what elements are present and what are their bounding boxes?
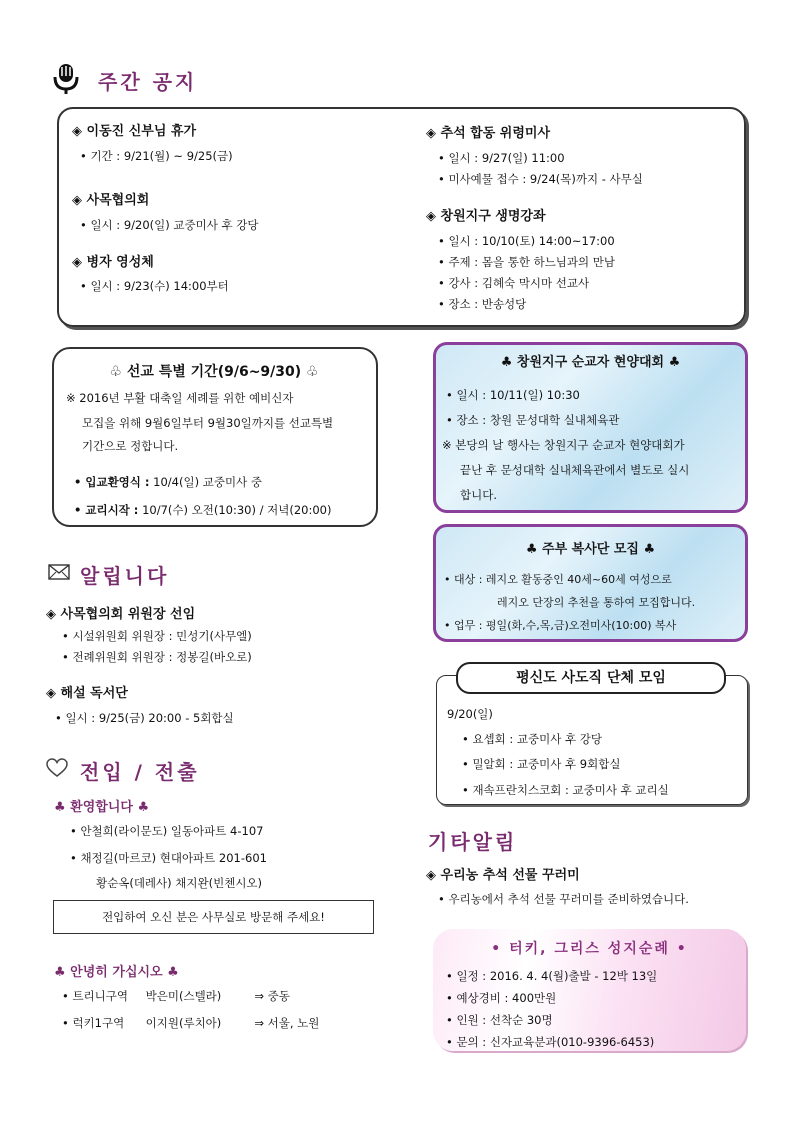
chuseok-heading: ◈ 추석 합동 위령미사 — [426, 126, 551, 141]
reading-heading: ◈ 해설 독서단 — [46, 686, 128, 701]
lay-item: • 요셉회 : 교중미사 후 강당 — [462, 732, 603, 746]
council-item: • 일시 : 9/20(일) 교중미사 후 강당 — [80, 218, 259, 232]
martyr-title: ♣ 창원지구 순교자 현양대회 ♣ — [500, 355, 681, 370]
pilgrimage-item: • 예상경비 : 400만원 — [446, 991, 557, 1005]
mission-note-line: 기간으로 정합니다. — [82, 439, 179, 453]
farewell-ward: • 트리니구역 — [62, 989, 128, 1003]
mission-title: ♧ 선교 특별 기간(9/6~9/30) ♧ — [109, 364, 319, 380]
farewell-name: 박은미(스텔라) — [145, 989, 222, 1003]
council-heading: ◈ 사목협의회 — [72, 193, 150, 208]
pastoral-item: • 시설위원회 위원장 : 민성기(사무엘) — [62, 629, 252, 643]
farewell-name: 이지원(루치아) — [145, 1016, 222, 1030]
visit-notice-text: 전입하여 오신 분은 사무실로 방문해 주세요! — [102, 910, 325, 924]
welcome-heading: ♣ 환영합니다 ♣ — [54, 800, 150, 815]
lay-item: • 밀알회 : 교중미사 후 9회합실 — [462, 757, 621, 771]
mission-row-value: 10/7(수) 오전(10:30) / 저녁(20:00) — [142, 503, 332, 517]
mission-row — [74, 474, 262, 490]
servers-title: ♣ 주부 복사단 모집 ♣ — [525, 542, 656, 557]
martyr-item: • 일시 : 10/11(일) 10:30 — [446, 388, 580, 402]
lecture-item: • 일시 : 10/10(토) 14:00~17:00 — [438, 234, 615, 248]
lay-item: • 재속프란치스코회 : 교중미사 후 교리실 — [462, 783, 669, 797]
welcome-item: • 채정길(마르코) 현대아파트 201-601 — [70, 851, 267, 865]
mission-row — [74, 502, 331, 518]
sick-item: • 일시 : 9/23(수) 14:00부터 — [80, 279, 229, 293]
lecture-item: • 장소 : 반송성당 — [438, 297, 527, 311]
envelope-icon — [48, 564, 70, 580]
martyr-note-line: 끝난 후 문성대학 실내체육관에서 별도로 실시 — [460, 463, 690, 477]
farewell-dest: ⇒ 서울, 노원 — [254, 1016, 320, 1030]
lecture-item: • 주제 : 몸을 통한 하느님과의 만남 — [438, 255, 616, 269]
lecture-item: • 강사 : 김혜숙 막시마 선교사 — [438, 276, 590, 290]
gift-heading: ◈ 우리농 추석 선물 꾸러미 — [426, 868, 580, 883]
mission-note-line: ※ 2016년 부활 대축일 세례를 위한 예비신자 — [66, 391, 294, 405]
mission-row-label: • 교리시작 : — [74, 503, 139, 517]
welcome-item: • 안철희(라이문도) 일동아파트 4-107 — [70, 824, 264, 838]
mission-note-line: 모집을 위해 9월6일부터 9월30일까지를 선교특별 — [82, 416, 334, 430]
pilgrimage-title: • 터키, 그리스 성지순례 • — [491, 941, 688, 957]
chuseok-item: • 미사예물 접수 : 9/24(목)까지 - 사무실 — [438, 172, 643, 186]
pastoral-heading: ◈ 사목협의회 위원장 선임 — [46, 607, 196, 622]
servers-line: • 대상 : 레지오 활동중인 40세~60세 여성으로 — [444, 573, 672, 586]
pastoral-item: • 전례위원회 위원장 : 정봉길(바오로) — [62, 650, 252, 664]
martyr-note-line: 합니다. — [460, 488, 497, 502]
farewell-dest: ⇒ 중동 — [254, 989, 290, 1003]
farewell-item — [62, 1015, 362, 1031]
reading-item: • 일시 : 9/25(금) 20:00 - 5회합실 — [55, 711, 234, 725]
lay-title: 평신도 사도직 단체 모임 — [456, 662, 726, 694]
farewell-item — [62, 988, 362, 1004]
heart-icon — [46, 758, 68, 778]
farewell-ward: • 럭키1구역 — [62, 1016, 125, 1030]
weekly-notice-title: 주간 공지 — [98, 70, 198, 94]
mission-row-value: 10/4(일) 교중미사 중 — [153, 475, 262, 489]
martyr-item: • 장소 : 창원 문성대학 실내체육관 — [446, 413, 620, 427]
microphone-icon — [52, 62, 80, 96]
pilgrimage-item: • 인원 : 선착순 30명 — [446, 1013, 553, 1027]
pilgrimage-item: • 문의 : 신자교육분과(010-9396-6453) — [446, 1035, 655, 1049]
moves-title: 전입 / 전출 — [80, 760, 200, 784]
vacation-item: • 기간 : 9/21(월) ~ 9/25(금) — [80, 149, 233, 163]
lecture-heading: ◈ 창원지구 생명강좌 — [426, 209, 546, 224]
martyr-note-line: ※ 본당의 날 행사는 창원지구 순교자 현양대회가 — [442, 438, 685, 452]
others-title: 기타알림 — [428, 830, 518, 854]
gift-item: • 우리농에서 추석 선물 꾸러미를 준비하였습니다. — [438, 892, 689, 906]
servers-line: • 업무 : 평일(화,수,목,금)오전미사(10:00) 복사 — [444, 619, 677, 632]
vacation-heading: ◈ 이동진 신부님 휴가 — [72, 124, 197, 139]
pilgrimage-item: • 일정 : 2016. 4. 4(월)출발 - 12박 13일 — [446, 969, 658, 983]
sick-heading: ◈ 병자 영성체 — [72, 255, 154, 270]
farewell-heading: ♣ 안녕히 가십시오 ♣ — [54, 965, 179, 980]
servers-line: 레지오 단장의 추천을 통하여 모집합니다. — [497, 596, 696, 609]
mission-row-label: • 입교환영식 : — [74, 475, 150, 489]
lay-date: 9/20(일) — [447, 707, 493, 721]
chuseok-item: • 일시 : 9/27(일) 11:00 — [438, 151, 565, 165]
welcome-item: 황순옥(데레사) 채지완(빈첸시오) — [96, 876, 263, 890]
announce-title: 알립니다 — [80, 564, 170, 588]
